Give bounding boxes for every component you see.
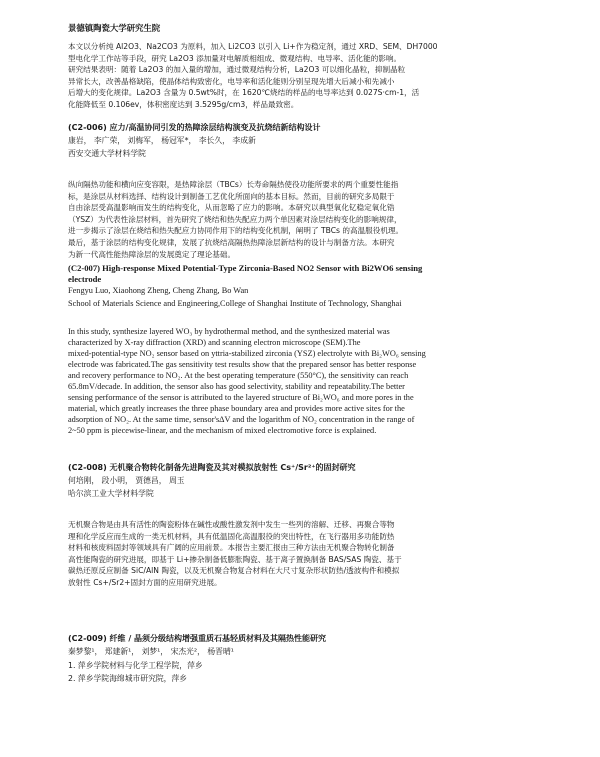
paper-title-c2-007 [68, 263, 538, 285]
paper-authors-c2-009: 秦梦黎¹， 郑建新¹， 刘梦¹， 宋杰光²， 杨晋晴¹ [68, 647, 234, 656]
text-line: 自由涂层受高温影响而发生的结构变化，从而忽略了应力的影响。本研究以典型氧化钇稳定氧化锆 [68, 203, 395, 213]
text-line: 为新一代高性能热障涂层的发展奠定了理论基础。 [68, 249, 236, 259]
text-line: 高性能陶瓷的研究进展，即基于 Li+掺杂制备低膨胀陶瓷、基于离子置换制备 BAS/SAS 陶瓷、基于 [68, 554, 402, 564]
text-line: 进一步揭示了涂层在烧结和热失配应力协同作用下的结构变化机制，阐明了 TBCs 的高温服役机理。 [68, 226, 404, 236]
paper-authors-c2-007: Fengyu Luo, Xiaohong Zheng, Cheng Zhang, Bo Wan [68, 286, 249, 295]
text-line: 理和化学反应而生成的一类无机材料，具有低温固化高温服役的突出特性，在飞行器用多功能防热 [68, 531, 395, 541]
running-header: 景德镇陶瓷大学研究生院 [68, 23, 161, 33]
text-line: 无机聚合物是由具有活性的陶瓷粉体在碱性或酸性激发剂中发生一些列的溶解、迁移、再聚合等物 [68, 520, 395, 529]
title-line: (C2-007) High-response Mixed Potential-Type Zirconia-Based NO2 Sensor with Bi2WO6 sensing [68, 263, 423, 273]
text-line: 型电化学工作站等手段，研究 La2O3 添加量对电解质相组成、微观结构、电导率、活化能的影响。 [68, 53, 402, 63]
text-line: 异常长大，改善晶格缺陷，使晶体结构致密化，电导率和活化能则分别呈现先增大后减小和先减小 [68, 76, 395, 86]
paper-abstract-c2-008 [68, 519, 538, 589]
text-line: 放射性 Cs+/Sr2+固封方面的应用研究进展。 [68, 577, 222, 587]
text-line: （YSZ）为代表性涂层材料，首先研究了烧结和热失配应力两个单因素对涂层结构变化的影响规律， [68, 214, 402, 224]
text-line: characterized by X-ray diffraction (XRD) and scanning electron microscope (SEM).The [68, 338, 361, 347]
paper-affiliation-c2-009-1: 1. 萍乡学院材料与化学工程学院，萍乡 [68, 661, 203, 670]
text-line: 最后，基于涂层的结构变化规律，发展了抗烧结高隔热热障涂层新结构的设计与制备方法。本研究 [68, 237, 395, 247]
paper-affiliation-c2-006: 西安交通大学材料学院 [68, 149, 146, 158]
text-line: 化能降低至 0.106ev，体积密度达到 3.5295g/cm3，样品最致密。 [68, 99, 299, 109]
text-line: In this study, synthesize layered WO₃ by hydrothermal method, and the synthesized material was [68, 327, 390, 336]
text-line: 材料和核废料固封等领域具有广阔的应用前景。本报告主要汇报由三种方法由无机聚合物转化制备 [68, 543, 395, 553]
text-line: material, which greatly increases the three phase boundary area and provides more active sites for the [68, 404, 405, 413]
text-line: and recovery performance to NO₂. At the best operating temperature (550°C), the sensitivity can reach [68, 371, 409, 380]
text-line: 本文以分析纯 Al2O3、Na2CO3 为原料，加入 Li2CO3 以引入 Li+作为稳定剂，通过 XRD、SEM、DH7000 [68, 42, 438, 51]
paper-abstract-c2-007 [68, 326, 538, 436]
text-line: adsorption of NO₂. At the same time, sensor'sΔV and the logarithm of NO₂ concentration in the range of [68, 415, 415, 424]
paper-title-c2-006: (C2-006) 应力/高温协同引发的热障涂层结构演变及抗烧结新结构设计 [68, 123, 321, 132]
text-line: mixed-potential-type NO₂ sensor based on yttria-stabilized zirconia (YSZ) electrolyte with Bi₂WO₆ sensing [68, 349, 426, 358]
text-line: 研究结果表明：随着 La2O3 的加入量的增加，通过微观结构分析，La2O3 可以细化晶粒，抑制晶粒 [68, 65, 406, 75]
paper-affiliation-c2-008: 哈尔滨工业大学材料学院 [68, 489, 154, 498]
paper-title-c2-009: (C2-009) 纤维 / 晶须分级结构增强重质石基轻质材料及其隔热性能研究 [68, 634, 327, 643]
paper-authors-c2-008: 何培刚， 段小明， 贾德昌， 周玉 [68, 476, 185, 485]
paper-abstract-c2-006 [68, 179, 538, 260]
paper-authors-c2-006: 康岩， 李广荣， 刘梅军， 杨冠军*， 李长久， 李成新 [68, 136, 256, 145]
text-line: 纵向隔热功能和横向应变容限，是热障涂层（TBCs）长寿命隔热使役功能所要求的两个重要性能指 [68, 180, 399, 189]
text-line: sensing performance of the sensor is attributed to the layered structure of Bi₂WO₆ and more pores in the [68, 393, 414, 402]
abstract-paragraph-top [68, 41, 538, 111]
paper-affiliation-c2-007: School of Materials Science and Engineering,College of Shanghai Institute of Technology, Shanghai [68, 299, 402, 308]
text-line: 65.8mV/decade. In addition, the sensor also has good selectivity, stability and repeatability.The better [68, 382, 405, 391]
text-line: 碳热还原反应制备 SiC/AlN 陶瓷，以及无机聚合物复合材料在大尺寸复杂形状防热/透波构件和模拟 [68, 566, 400, 576]
paper-title-c2-008: (C2-008) 无机聚合物转化制备先进陶瓷及其对模拟放射性 Cs⁺/Sr²⁺的固封研究 [68, 463, 356, 472]
title-line: electrode [68, 274, 102, 284]
text-line: 标，是涂层从材料选择、结构设计到制备工艺优化所面向的基本目标。然而，目前的研究多局限于 [68, 191, 395, 201]
text-line: electrode was fabricated.The gas sensitivity test results show that the prepared sensor has better response [68, 360, 417, 369]
paper-affiliation-c2-009-2: 2. 萍乡学院海绵城市研究院，萍乡 [68, 674, 188, 683]
text-line: 后增大的变化规律。La2O3 含量为 0.5wt%时，在 1620℃烧结的样品的电导率达到 0.027S·cm-1，活 [68, 88, 420, 98]
text-line: 2~50 ppm is piecewise-linear, and the mechanism of mixed electromotive force is explained. [68, 426, 377, 435]
